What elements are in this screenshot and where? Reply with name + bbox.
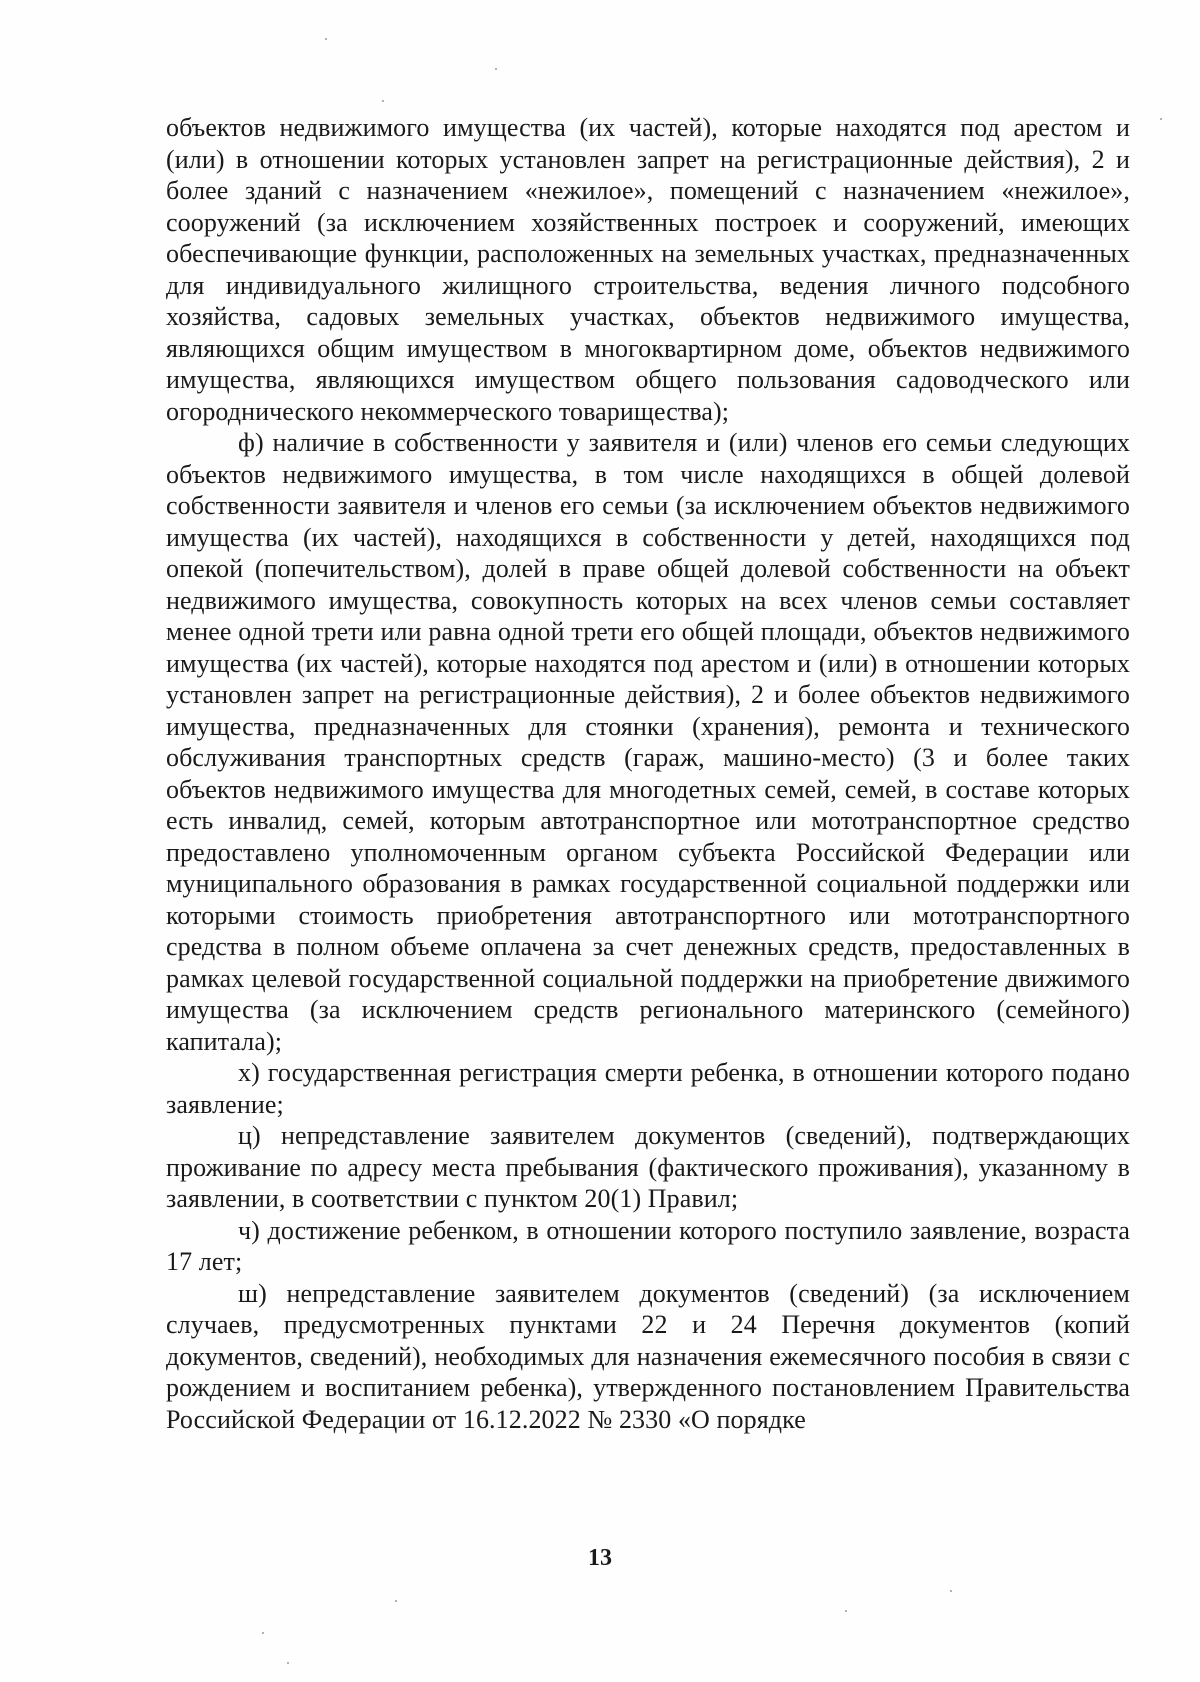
scan-speck — [950, 1590, 952, 1592]
scan-speck — [845, 1610, 847, 1612]
paragraph-item-kh: х) государственная регистрация смерти ребенка, в отношении которого подано заявление; — [166, 1058, 1130, 1119]
scan-speck — [1160, 118, 1162, 120]
paragraph-item-ts: ц) непредставление заявителем документов (сведений), подтверждающих проживание по адресу места пребывания (фактического проживания), указанному в заявлении, в соответствии с пунктом 20(1) Правил; — [166, 1121, 1130, 1213]
scan-speck — [382, 100, 384, 102]
page-number: 13 — [588, 1545, 612, 1571]
paragraph-item-f: ф) наличие в собственности у заявителя и (или) членов его семьи следующих объектов недвижимого имущества, в том числе находящихся в общей долевой собственности заявителя и членов его семьи (за исключением объектов недвижимого имущества (их частей), находящихся в собственности у детей, находящихся под опекой (попечительством), долей в праве общей долевой собственности на объект недвижимого имущества, совокупность которых на всех членов семьи составляет менее одной трети или равна одной трети его общей площади, объектов недвижимого имущества (их частей), которые находятся под арестом и (или) в отношении которых установлен запрет на регистрационные действия), 2 и более объектов недвижимого имущества, предназначенных для стоянки (хранения), ремонта и технического обслуживания транспортных средств (гараж, машино-место) (3 и более таких объектов недвижимого имущества для многодетных семей, семей, в составе которых есть инвалид, семей, которым автотранспортное или мототранспортное средство предоставлено уполномоченным органом субъекта Российской Федерации или муниципального образования в рамках государственной социальной поддержки или которыми стоимость приобретения автотранспортного или мототранспортного средства в полном объеме оплачена за счет денежных средств, предоставленных в рамках целевой государственной социальной поддержки на приобретение движимого имущества (за исключением средств регионального материнского (семейного) капитала); — [166, 428, 1130, 1056]
scan-speck — [395, 1600, 397, 1602]
document-body — [166, 112, 1130, 1435]
scan-speck — [287, 1662, 289, 1664]
paragraph-continuation: объектов недвижимого имущества (их частей), которые находятся под арестом и (или) в отношении которых установлен запрет на регистрационные действия), 2 и более зданий с назначением «нежилое», помещений с назначением «нежилое», сооружений (за исключением хозяйственных построек и сооружений, имеющих обеспечивающие функции, расположенных на земельных участках, предназначенных для индивидуального жилищного строительства, ведения личного подсобного хозяйства, садовых земельных участках, объектов недвижимого имущества, являющихся общим имуществом в многоквартирном доме, объектов недвижимого имущества, являющихся имуществом общего пользования садоводческого или огороднического некоммерческого товарищества); — [166, 113, 1130, 426]
scan-speck — [325, 38, 327, 40]
paragraph-item-sh: ш) непредставление заявителем документов (сведений) (за исключением случаев, предусмотренных пунктами 22 и 24 Перечня документов (копий документов, сведений), необходимых для назначения ежемесячного пособия в связи с рождением и воспитанием ребенка), утвержденного постановлением Правительства Российской Федерации от 16.12.2022 № 2330 «О порядке — [166, 1278, 1130, 1434]
scan-speck — [262, 1632, 264, 1634]
scan-speck — [495, 68, 497, 70]
paragraph-item-ch: ч) достижение ребенком, в отношении которого поступило заявление, возраста 17 лет; — [166, 1215, 1130, 1276]
